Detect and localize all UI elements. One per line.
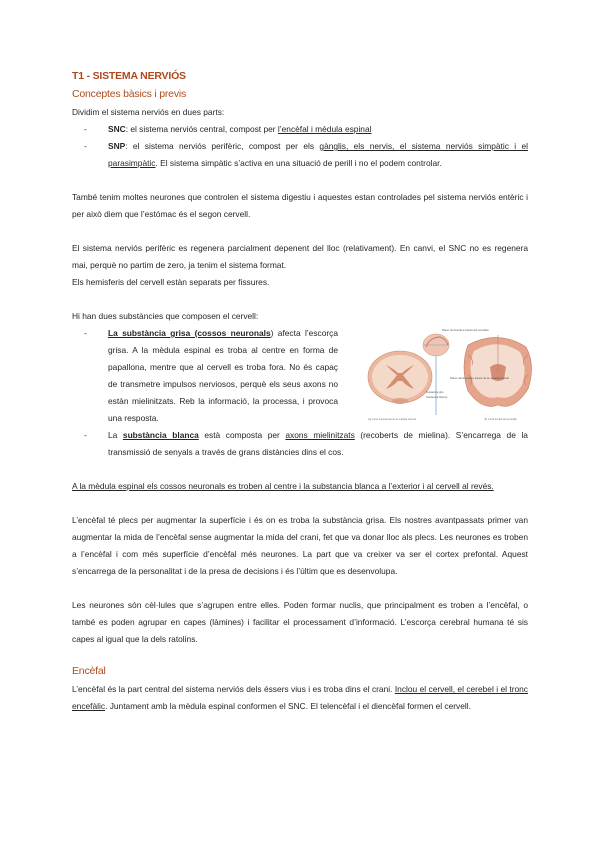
- encefal-paragraph: [72, 681, 528, 715]
- blanca-label: substància blanca: [122, 430, 199, 440]
- label-sustancia-gris: Sustancia gris: [426, 390, 444, 394]
- plecs-paragraph: L’encèfal té plecs per augmentar la superfície i és on es troba la substància grisa. Els nostres avantpassats primer van augmentar la mida de l’encèfal sense augmentar la mida del crani, fet que va donar lloc als plecs. Les neurones es troben a l’encèfal i com més superfície d’encèfal més neurones. La part que va creixer va ser el cortex prefontal. Aquest s’encarrega de la personalitat i de la presa de decisions i és l’últim que es desenvolupa.: [72, 515, 528, 576]
- enteric-paragraph: També tenim moltes neurones que controlen el sistema digestiu i aquestes estan controlades pel sistema nerviós entèric i per això diem que l’estómac és el segon cervell.: [72, 192, 528, 219]
- document-title: T1 - SISTEMA NERVIÓS: [72, 70, 186, 82]
- section-heading-encefal: Encèfal: [72, 665, 106, 677]
- hemispheres-paragraph: Els hemisferis del cervell estàn separats per fissures.: [72, 277, 270, 287]
- blanca-pre: La: [108, 430, 123, 440]
- snp-underlined: gànglis, els nervis, el sistema nerviós simpàtic i el parasimpàtic: [108, 141, 528, 168]
- medula-paragraph: [72, 478, 528, 495]
- list-item-blanca: [72, 427, 528, 461]
- grisa-text: ) afecta l’escorça grisa. A la mèdula espinal es troba al centre en forma de papallona, mentre que al cervell es troba fora. No és capaç de transmetre impulsos nerviosos, perquè els seus axons no estàn mielinitzats. Reb la informació, la processa, i provoca una resposta.: [108, 328, 338, 423]
- spinal-cord-brain-figure: [364, 325, 532, 425]
- spinal-cord-section: [368, 351, 432, 404]
- encefal-underlined: Inclou el cervell, el cerebel i el tronc encefàlic: [72, 684, 528, 711]
- list-item-blanca-wrap: [72, 427, 528, 461]
- regeneration-paragraph: El sistema nerviós perifèric es regenera parcialment depenent del lloc (relativament). En canvi, el SNC no es regenera mai, perquè no partim de zero, ja tenim el sistema format.: [72, 243, 528, 270]
- label-plano-transversal: Plano transversal a través de la médula espinal: [450, 376, 509, 380]
- document-content: [72, 70, 528, 715]
- encefal-pre: L’encèfal és la part central del sistema nerviós dels éssers vius i es troba dins el crani.: [72, 684, 395, 694]
- caption-b: (b) Corte frontal del encéfalo: [484, 418, 517, 421]
- list-item-snp: [72, 138, 528, 172]
- blanca-rest: (recoberts de mielina). S’encarrega de la transmissió de senyals a través de grans distàncies dins el cos.: [108, 430, 528, 457]
- intro-paragraph: Dividim el sistema nerviós en dues parts:: [72, 107, 225, 117]
- snc-text: : el sistema nerviós central, compost per: [125, 124, 278, 134]
- snc-label: SNC: [108, 124, 126, 134]
- snp-label: SNP: [108, 141, 126, 151]
- substances-intro: Hi han dues substàncies que composen el cervell:: [72, 311, 259, 321]
- label-sustancia-blanca: Sustancia blanca: [426, 395, 448, 399]
- snp-rest: . El sistema simpàtic s’activa en una situació de perill i no el podem controlar.: [155, 158, 442, 168]
- encefal-rest: . Juntament amb la mèdula espinal conformen el SNC. El telencèfal i el diencèfal formen el cervell.: [105, 701, 471, 711]
- substances-block: [72, 325, 528, 427]
- grisa-label: La substància grisa (cossos neuronals: [108, 328, 271, 338]
- list-item-grisa: [72, 325, 338, 427]
- blanca-axons: axons mielinitzats: [285, 430, 355, 440]
- section-heading-conceptes: Conceptes bàsics i previs: [72, 88, 187, 100]
- medula-underlined: A la mèdula espinal els cossos neuronals es troben al centre i la substancia blanca a l’exterior i al cervell al revés.: [72, 481, 494, 491]
- brain-section: [464, 335, 532, 406]
- blanca-mid: està composta per: [198, 430, 286, 440]
- list-item-snc: [72, 121, 528, 138]
- snc-underlined: l’encèfal i mèdula espinal: [277, 124, 372, 134]
- snp-text: : el sistema nerviós perifèric, compost per els: [125, 141, 320, 151]
- caption-a: (a) Corte transversal de la médula espinal: [368, 418, 417, 421]
- nervous-system-parts-list: [72, 121, 528, 172]
- label-plano-horizontal: Plano horizontal a través del encéfalo: [442, 328, 489, 332]
- neurones-paragraph: Les neurones són cèl·lules que s’agrupen entre elles. Poden formar nuclis, que principalment es troben a l’encèfal, o també es poden agrupar en capes (làmines) i facilitar el processament d’informació. L’escorça cerebral humana té sis capes al igual que la dels ratolins.: [72, 600, 528, 644]
